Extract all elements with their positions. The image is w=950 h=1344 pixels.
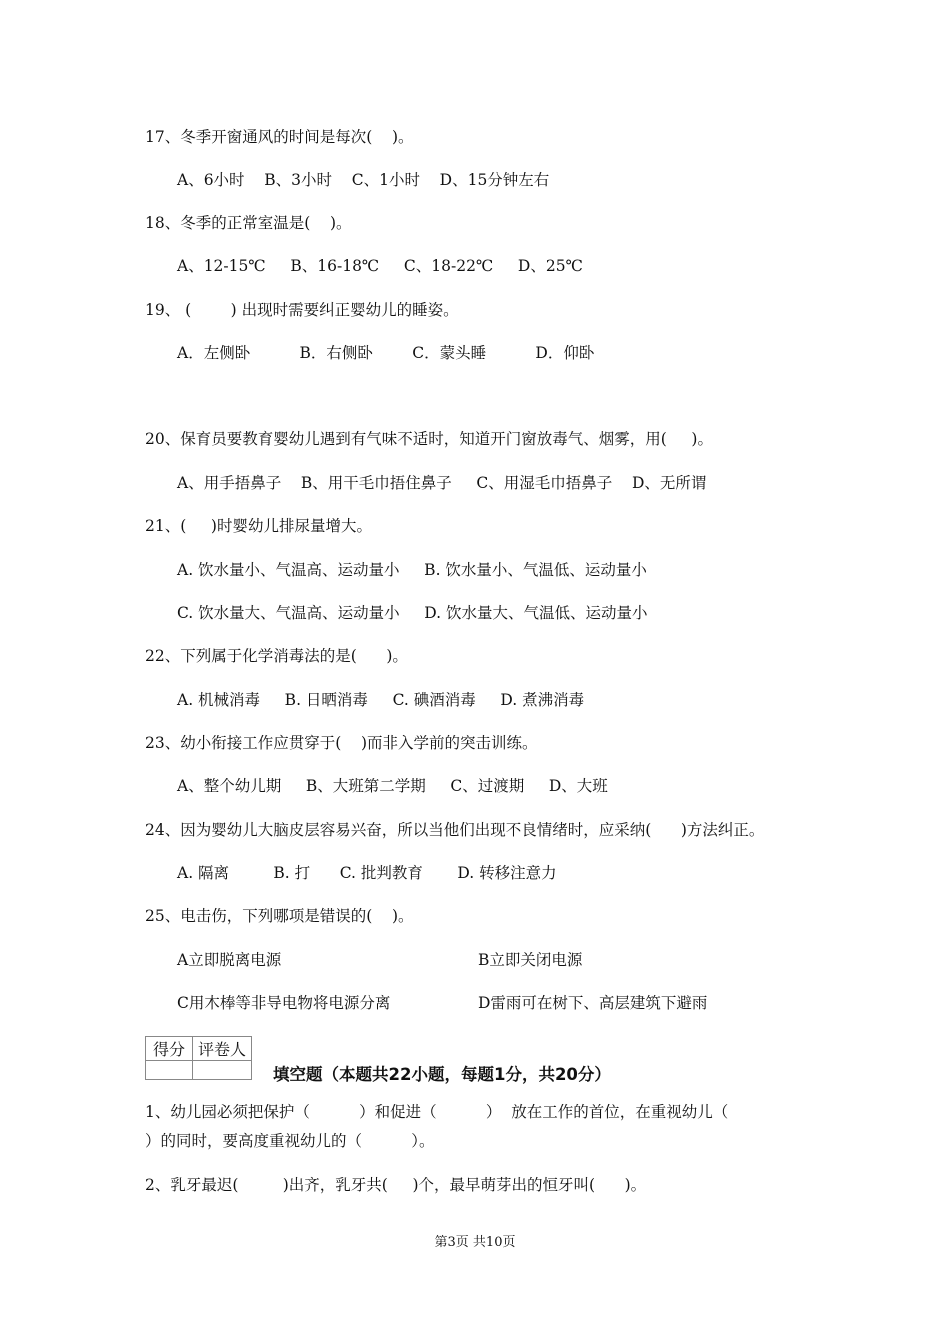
question-25-option-c: C用木棒等非导电物将电源分离 (177, 994, 391, 1012)
score-table (145, 1036, 252, 1080)
question-21-stem: 21、( )时婴幼儿排尿量增大。 (145, 517, 372, 535)
question-20-stem: 20、保育员要教育婴幼儿遇到有气味不适时，知道开门窗放毒气、烟雾，用( )。 (145, 430, 713, 448)
question-21-options-ab: A. 饮水量小、气温高、运动量小 B. 饮水量小、气温低、运动量小 (177, 561, 647, 579)
question-24-options: A. 隔离 B. 打 C. 批判教育 D. 转移注意力 (177, 864, 557, 882)
question-20-options: A、用手捂鼻子 B、用干毛巾捂住鼻子 C、用湿毛巾捂鼻子 D、无所谓 (177, 474, 707, 492)
section-title: 填空题（本题共22小题，每题1分，共20分） (273, 1065, 611, 1084)
grader-cell[interactable] (193, 1061, 252, 1080)
question-19-options: A．左侧卧 B．右侧卧 C．蒙头睡 D．仰卧 (177, 344, 595, 362)
fill-blank-1-line-2: ）的同时，要高度重视幼儿的（ ）。 (145, 1132, 435, 1150)
fill-blank-1-line-1: 1、幼儿园必须把保护（ ）和促进（ ） 放在工作的首位，在重视幼儿（ (145, 1103, 729, 1121)
question-23-stem: 23、幼小衔接工作应贯穿于( )而非入学前的突击训练。 (145, 734, 538, 752)
score-label: 得分 (146, 1037, 193, 1061)
question-19-stem: 19、 ( ) 出现时需要纠正婴幼儿的睡姿。 (145, 301, 459, 319)
question-23-options: A、整个幼儿期 B、大班第二学期 C、过渡期 D、大班 (177, 777, 608, 795)
question-25-option-d: D雷雨可在树下、高层建筑下避雨 (478, 994, 708, 1012)
question-22-options: A. 机械消毒 B. 日晒消毒 C. 碘酒消毒 D. 煮沸消毒 (177, 691, 585, 709)
page-footer: 第3页 共10页 (434, 1235, 516, 1250)
question-18-options: A、12-15℃ B、16-18℃ C、18-22℃ D、25℃ (177, 257, 583, 275)
question-17-options: A、6小时 B、3小时 C、1小时 D、15分钟左右 (177, 171, 550, 189)
question-17-stem: 17、冬季开窗通风的时间是每次( )。 (145, 128, 414, 146)
question-21-options-cd: C. 饮水量大、气温高、运动量小 D. 饮水量大、气温低、运动量小 (177, 604, 648, 622)
score-cell[interactable] (146, 1061, 193, 1080)
fill-blank-2: 2、乳牙最迟( )出齐，乳牙共( )个，最早萌芽出的恒牙叫( )。 (145, 1176, 647, 1194)
question-25-option-a: A立即脱离电源 (177, 951, 282, 969)
question-25-stem: 25、电击伤，下列哪项是错误的( )。 (145, 907, 414, 925)
question-24-stem: 24、因为婴幼儿大脑皮层容易兴奋，所以当他们出现不良情绪时，应采纳( )方法纠正。 (145, 821, 765, 839)
grader-label: 评卷人 (193, 1037, 252, 1061)
question-25-option-b: B立即关闭电源 (478, 951, 583, 969)
question-18-stem: 18、冬季的正常室温是( )。 (145, 214, 352, 232)
question-22-stem: 22、下列属于化学消毒法的是( )。 (145, 647, 408, 665)
